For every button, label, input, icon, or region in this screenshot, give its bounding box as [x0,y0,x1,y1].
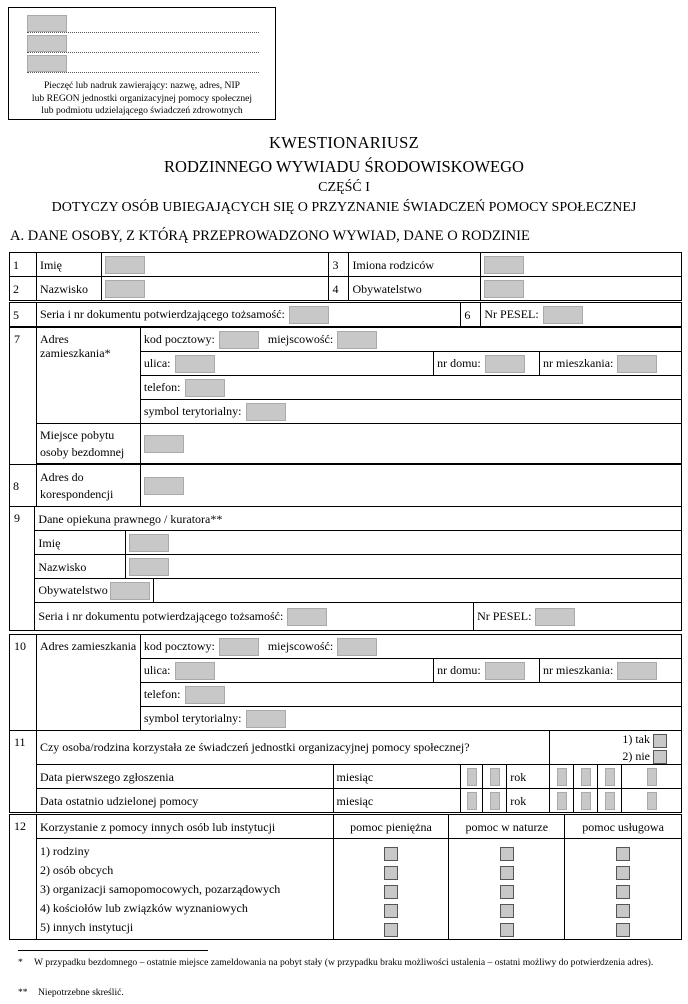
house-number-field[interactable] [434,352,540,376]
surname-field[interactable] [101,277,329,301]
benefits-answer [550,731,682,765]
footnote-text: Niepotrzebne skreślić. [38,987,124,998]
label-address: Adres zamieszkania* [36,328,140,424]
stamp-line [27,32,259,33]
guardian-citizenship-field[interactable] [35,579,153,603]
pesel-field[interactable] [481,303,682,327]
list-item: 2) osób obcych [39,863,114,877]
citizenship-field[interactable] [481,277,682,301]
label-pesel: Nr PESEL: [484,306,539,321]
label-no: 2) nie [622,748,650,763]
list-item: 3) organizacji samopomocowych, pozarządowych [39,882,281,896]
guardian-pesel-field[interactable] [474,603,682,631]
year-digit-field[interactable] [598,765,622,789]
year-digit-field[interactable] [574,789,598,813]
stamp-caption-line: Pieczęć lub nadruk zawierający: nazwę, adres, NIP [43,80,241,91]
year-digit-field[interactable] [622,789,682,813]
label-guardian-pesel: Nr PESEL: [477,608,532,623]
stamp-caption-line: lub REGON jednostki organizacyjnej pomocy społecznej [31,92,253,104]
year-digit-field[interactable] [574,765,598,789]
title-subject: DOTYCZY OSÓB UBIEGAJĄCYCH SIĘ O PRZYZNANIE ŚWIADCZEŃ POMOCY SPOŁECZNEJ [51,200,637,215]
label-city: miejscowość: [267,331,334,346]
list-item: 5) innych instytucji [39,920,134,934]
month-digit-field[interactable] [461,765,483,789]
cash-checkboxes [333,839,449,940]
footnote-mark: * [18,957,23,968]
guardian-surname-field[interactable] [125,555,681,579]
label-territorial-symbol: symbol terytorialny: [143,710,242,725]
label-apartment: nr mieszkania: [543,355,614,370]
label-parents-names: Imiona rodziców [349,253,481,277]
checkbox[interactable] [616,866,630,880]
row-number: 4 [329,277,349,301]
correspondence-field[interactable] [140,465,681,507]
label-month: miesiąc [333,765,461,789]
checkbox[interactable] [384,866,398,880]
territorial-symbol-field[interactable] [140,400,681,424]
footnote-text: W przypadku bezdomnego – ostatnie miejsce zameldowania na pobyt stały (w przypadku braku możliwości ustalenia – ostatni możliwy do potwierdzenia adres). [34,957,654,968]
row-number: 8 [10,465,37,507]
apartment-number-field[interactable] [540,352,682,376]
street-field[interactable] [140,352,433,376]
table-guardian [9,506,682,631]
guardian-document-field[interactable] [35,603,474,631]
label-correspondence: Adres do korespondencji [36,465,140,507]
label-last-help: Data ostatnio udzielonej pomocy [36,789,333,813]
label-apartment: nr mieszkania: [543,662,614,677]
year-digit-field[interactable] [550,765,574,789]
title-questionnaire: KWESTIONARIUSZ [269,133,419,152]
checkbox[interactable] [616,923,630,937]
label-postcode: kod pocztowy: [143,638,215,653]
label-guardian: Dane opiekuna prawnego / kuratora** [35,507,682,531]
stamp-field[interactable] [27,55,67,72]
in-kind-checkboxes [449,839,565,940]
stamp-box [8,7,276,120]
checkbox[interactable] [384,923,398,937]
stamp-line [27,52,259,53]
guardian-street-field[interactable] [140,659,433,683]
label-phone: telefon: [143,379,181,394]
footnote-separator [18,950,208,951]
label-street: ulica: [143,355,171,370]
checkbox[interactable] [500,885,514,899]
row-number: 10 [10,635,37,731]
checkbox[interactable] [384,904,398,918]
stamp-line [27,72,259,73]
checkbox[interactable] [500,923,514,937]
section-a-heading: A. DANE OSOBY, Z KTÓRĄ PRZEPROWADZONO WYWIAD, DANE O RODZINIE [10,228,530,244]
col-service-help: pomoc usługowa [565,815,682,839]
row-number: 6 [461,303,481,327]
guardian-phone-field[interactable] [140,683,681,707]
table-guardian-address [9,634,682,731]
list-item: 1) rodziny [39,844,90,858]
checkbox[interactable] [616,904,630,918]
footnote-1 [10,957,686,969]
label-citizenship: Obywatelstwo [349,277,481,301]
label-surname: Nazwisko [36,277,101,301]
label-guardian-citizenship: Obywatelstwo [38,582,108,597]
month-digit-field[interactable] [461,789,483,813]
label-first-application: Data pierwszego zgłoszenia [36,765,333,789]
label-phone: telefon: [143,686,181,701]
month-digit-field[interactable] [483,765,507,789]
label-document: Seria i nr dokumentu potwierdzającego tożsamość: [39,306,285,321]
first-name-field[interactable] [101,253,329,277]
help-sources-list [36,839,333,940]
checkbox[interactable] [384,885,398,899]
label-postcode: kod pocztowy: [143,331,215,346]
checkbox[interactable] [384,847,398,861]
row-number: 1 [10,253,37,277]
row-number: 2 [10,277,37,301]
title-interview: RODZINNEGO WYWIADU ŚRODOWISKOWEGO [164,157,524,176]
year-digit-field[interactable] [622,765,682,789]
homeless-location-field[interactable] [140,424,681,464]
guardian-postcode-city-field[interactable] [140,635,681,659]
label-year: rok [507,765,550,789]
label-house-number: nr domu: [437,355,481,370]
checkbox[interactable] [500,904,514,918]
stamp-caption-line: lub podmiotu udzielającego świadczeń zdrowotnych [41,105,243,116]
row-number: 7 [10,328,37,465]
table-document [9,302,682,327]
document-field[interactable] [36,303,460,327]
guardian-first-name-field[interactable] [125,531,681,555]
phone-field[interactable] [140,376,681,400]
label-guardian-surname: Nazwisko [35,555,125,579]
title-part: CZĘŚĆ I [318,180,370,195]
guardian-citizenship-blank [153,579,681,603]
checkbox[interactable] [616,885,630,899]
row-number: 11 [10,731,37,813]
label-yes: 1) tak [622,732,650,747]
label-territorial-symbol: symbol terytorialny: [143,403,242,418]
label-other-help: Korzystanie z pomocy innych osób lub instytucji [36,815,333,839]
table-personal [9,252,682,301]
label-house-number: nr domu: [437,662,481,677]
guardian-house-number-field[interactable] [434,659,540,683]
table-correspondence [9,464,682,507]
footnote-mark: ** [18,987,28,998]
label-guardian-address: Adres zamieszkania [36,635,140,731]
stamp-field[interactable] [27,35,67,52]
month-digit-field[interactable] [483,789,507,813]
list-item: 4) kościołów lub związków wyznaniowych [39,901,248,915]
guardian-territorial-symbol-field[interactable] [140,707,681,731]
year-digit-field[interactable] [598,789,622,813]
guardian-apartment-field[interactable] [540,659,682,683]
label-year: rok [507,789,550,813]
row-number: 12 [10,815,37,940]
footnote-2 [10,987,124,999]
label-guardian-document: Seria i nr dokumentu potwierdzającego tożsamość: [38,608,284,623]
row-number: 3 [329,253,349,277]
row-number: 9 [10,507,35,631]
label-guardian-first-name: Imię [35,531,125,555]
checkbox-yes[interactable] [653,734,667,748]
table-benefits [9,730,682,813]
stamp-field[interactable] [27,15,67,32]
col-cash-help: pomoc pieniężna [333,815,449,839]
table-other-help [9,814,682,940]
label-street: ulica: [143,662,171,677]
table-address [9,327,682,465]
checkbox-no[interactable] [653,750,667,764]
label-first-name: Imię [36,253,101,277]
label-city: miejscowość: [267,638,334,653]
service-checkboxes [565,839,682,940]
postcode-city-field[interactable] [140,328,681,352]
label-benefits-question: Czy osoba/rodzina korzystała ze świadczeń jednostki organizacyjnej pomocy społecznej? [36,731,549,765]
checkbox[interactable] [616,847,630,861]
stamp-caption [9,80,275,118]
row-number: 5 [10,303,37,327]
parents-names-field[interactable] [481,253,682,277]
checkbox[interactable] [500,847,514,861]
label-homeless-location: Miejsce pobytu osoby bezdomnej [36,424,140,464]
col-in-kind-help: pomoc w naturze [449,815,565,839]
checkbox[interactable] [500,866,514,880]
year-digit-field[interactable] [550,789,574,813]
label-month: miesiąc [333,789,461,813]
